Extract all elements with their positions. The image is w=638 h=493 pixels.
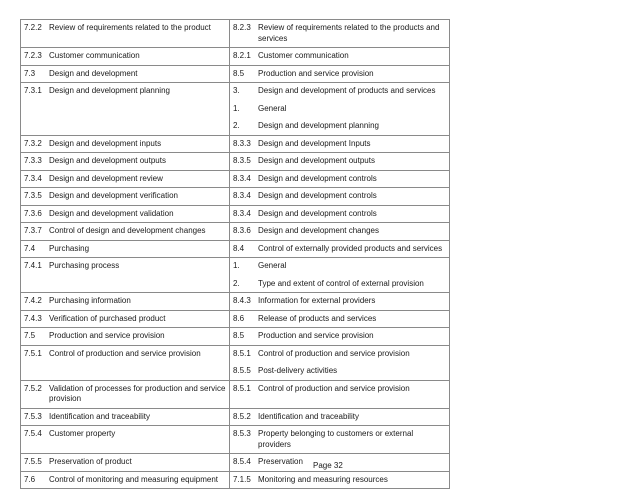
clause-number: 7.3.5 — [24, 191, 42, 200]
clause-entry — [233, 261, 446, 272]
clause-title: Preservation — [258, 457, 303, 466]
old-clause-cell — [21, 408, 230, 426]
clause-title: Design and development planning — [258, 121, 379, 130]
table-row — [21, 454, 450, 472]
clause-title: Monitoring and measuring resources — [258, 474, 388, 484]
clause-entry — [233, 296, 446, 307]
page-number: Page 32 — [313, 461, 343, 470]
clause-title: Design and development — [49, 68, 138, 78]
clause-number: 7.5.4 — [24, 429, 42, 438]
clause-entry — [233, 51, 446, 62]
table-row — [21, 345, 450, 380]
clause-title: Post-delivery activities — [258, 366, 338, 375]
new-clause-cell — [230, 258, 450, 293]
table-row — [21, 258, 450, 293]
clause-number: 8.2.1 — [233, 51, 251, 60]
table-row — [21, 310, 450, 328]
clause-entry — [233, 412, 446, 423]
old-clause-cell — [21, 205, 230, 223]
clause-entry — [233, 384, 446, 395]
clause-title: Design and development outputs — [49, 156, 166, 165]
clause-number: 7.1.5 — [233, 474, 251, 484]
clause-title: Control of externally provided products and services — [258, 243, 443, 253]
clause-title: General — [258, 261, 287, 270]
table-row — [21, 426, 450, 454]
old-clause-cell — [21, 48, 230, 66]
clause-entry — [233, 226, 446, 237]
old-clause-cell — [21, 310, 230, 328]
clause-entry — [233, 86, 446, 97]
new-clause-cell — [230, 170, 450, 188]
table-row — [21, 20, 450, 48]
clause-number: 8.3.4 — [233, 191, 251, 200]
clause-title: Preservation of product — [49, 457, 132, 466]
new-clause-cell — [230, 380, 450, 408]
clause-number: 7.3.7 — [24, 226, 42, 235]
new-clause-cell — [230, 345, 450, 380]
clause-title: Identification and traceability — [258, 411, 359, 421]
clause-number: 7.2.2 — [24, 23, 42, 32]
clause-entry — [233, 331, 446, 342]
clause-title: Verification of purchased product — [49, 313, 166, 323]
old-clause-cell — [21, 188, 230, 206]
new-clause-cell — [230, 328, 450, 346]
old-clause-cell — [21, 328, 230, 346]
new-clause-cell — [230, 240, 450, 258]
clause-entry — [24, 139, 226, 150]
clause-title: Customer communication — [258, 51, 349, 60]
clause-title: Design and development changes — [258, 226, 379, 235]
clause-number: 8.5 — [233, 331, 245, 340]
clause-entry — [24, 296, 226, 307]
old-clause-cell — [21, 135, 230, 153]
new-clause-cell — [230, 48, 450, 66]
clause-title: Design and development verification — [49, 191, 178, 200]
clause-number: 8.3.5 — [233, 156, 251, 165]
table-row — [21, 205, 450, 223]
clause-entry — [24, 69, 226, 80]
clause-title: Production and service provision — [258, 331, 374, 340]
clause-title: Design and development Inputs — [258, 138, 371, 148]
clause-number: 7.5 — [24, 331, 36, 340]
old-clause-cell — [21, 471, 230, 489]
old-clause-cell — [21, 345, 230, 380]
table-row — [21, 153, 450, 171]
clause-number: 8.3.4 — [233, 173, 251, 183]
clause-number: 7.5.3 — [24, 411, 42, 421]
clause-entry — [24, 429, 226, 440]
clause-number: 2. — [233, 121, 240, 130]
clause-entry — [233, 366, 446, 377]
new-clause-cell — [230, 188, 450, 206]
table-row — [21, 380, 450, 408]
table-row — [21, 293, 450, 311]
old-clause-cell — [21, 258, 230, 293]
new-clause-cell — [230, 20, 450, 48]
old-clause-cell — [21, 426, 230, 454]
clause-number: 7.3.6 — [24, 208, 42, 218]
clause-number: 8.5.5 — [233, 366, 251, 375]
clause-number: 8.5.3 — [233, 429, 251, 438]
clause-entry — [233, 209, 446, 220]
clause-entry — [24, 156, 226, 167]
clause-number: 7.3.3 — [24, 156, 42, 165]
clause-title: Review of requirements related to the products and services — [258, 23, 440, 43]
clause-title: Purchasing process — [49, 261, 120, 270]
old-clause-cell — [21, 454, 230, 472]
old-clause-cell — [21, 380, 230, 408]
clause-title: Information for external providers — [258, 296, 376, 305]
clause-title: Release of products and services — [258, 313, 377, 323]
clause-entry — [233, 69, 446, 80]
old-clause-cell — [21, 170, 230, 188]
clause-number: 8.5.1 — [233, 383, 251, 393]
clause-number: 7.6 — [24, 474, 36, 484]
clause-number: 7.4.1 — [24, 261, 42, 270]
clause-title: Design and development planning — [49, 86, 170, 95]
old-clause-cell — [21, 20, 230, 48]
clause-entry — [233, 174, 446, 185]
clause-title: Purchasing information — [49, 296, 131, 305]
new-clause-cell — [230, 65, 450, 83]
clause-entry — [233, 475, 446, 486]
new-clause-cell — [230, 223, 450, 241]
clause-title: Control of production and service provision — [258, 348, 410, 358]
clause-entry — [24, 457, 226, 468]
clause-number: 8.3.4 — [233, 208, 251, 218]
table-body — [21, 20, 450, 489]
clause-title: General — [258, 103, 287, 113]
table-row — [21, 240, 450, 258]
clause-number: 8.5 — [233, 68, 245, 78]
clause-entry — [24, 174, 226, 185]
clause-title: Design and development validation — [49, 208, 174, 218]
clause-entry — [24, 209, 226, 220]
clause-entry — [233, 139, 446, 150]
clause-entry — [233, 279, 446, 290]
new-clause-cell — [230, 205, 450, 223]
old-clause-cell — [21, 83, 230, 136]
clause-entry — [24, 384, 226, 405]
clause-number: 2. — [233, 278, 240, 288]
clause-entry — [24, 412, 226, 423]
clause-number: 8.3.3 — [233, 138, 251, 148]
clause-title: Type and extent of control of external provision — [258, 278, 424, 288]
clause-title: Design and development review — [49, 173, 163, 183]
clause-correspondence-table — [20, 19, 450, 489]
clause-number: 8.5.2 — [233, 411, 251, 421]
clause-number: 7.3.2 — [24, 138, 42, 148]
clause-entry — [233, 104, 446, 115]
clause-title: Control of production and service provision — [49, 348, 201, 358]
new-clause-cell — [230, 471, 450, 489]
clause-number: 7.4.2 — [24, 296, 42, 305]
clause-entry — [24, 51, 226, 62]
new-clause-cell — [230, 83, 450, 136]
new-clause-cell — [230, 293, 450, 311]
clause-entry — [233, 121, 446, 132]
clause-number: 7.3 — [24, 68, 36, 78]
clause-number: 8.6 — [233, 313, 245, 323]
table-row — [21, 65, 450, 83]
clause-title: Design and development controls — [258, 208, 377, 218]
clause-title: Production and service provision — [49, 331, 165, 340]
clause-entry — [233, 349, 446, 360]
clause-number: 3. — [233, 86, 240, 95]
clause-entry — [233, 244, 446, 255]
clause-number: 7.5.2 — [24, 383, 42, 393]
clause-number: 8.5.1 — [233, 348, 251, 358]
table-row — [21, 83, 450, 136]
table-row — [21, 170, 450, 188]
clause-entry — [24, 244, 226, 255]
clause-number: 1. — [233, 103, 240, 113]
new-clause-cell — [230, 153, 450, 171]
clause-entry — [24, 475, 226, 486]
clause-number: 8.3.6 — [233, 226, 251, 235]
table-row — [21, 188, 450, 206]
table-row — [21, 48, 450, 66]
clause-entry — [24, 226, 226, 237]
clause-title: Design and development controls — [258, 191, 377, 200]
old-clause-cell — [21, 223, 230, 241]
table-row — [21, 328, 450, 346]
new-clause-cell — [230, 310, 450, 328]
clause-number: 7.4.3 — [24, 313, 42, 323]
clause-title: Customer communication — [49, 51, 140, 60]
clause-entry — [24, 261, 226, 272]
clause-title: Purchasing — [49, 243, 90, 253]
clause-number: 1. — [233, 261, 240, 270]
clause-number: 7.3.4 — [24, 173, 42, 183]
clause-title: Property belonging to customers or external providers — [258, 429, 414, 449]
clause-entry — [233, 429, 446, 450]
new-clause-cell — [230, 135, 450, 153]
old-clause-cell — [21, 65, 230, 83]
clause-entry — [24, 314, 226, 325]
clause-entry — [24, 349, 226, 360]
clause-entry — [24, 191, 226, 202]
table-row — [21, 223, 450, 241]
table-row — [21, 135, 450, 153]
table-row — [21, 408, 450, 426]
old-clause-cell — [21, 153, 230, 171]
clause-number: 7.5.1 — [24, 348, 42, 358]
clause-number: 7.3.1 — [24, 86, 42, 95]
old-clause-cell — [21, 240, 230, 258]
old-clause-cell — [21, 293, 230, 311]
clause-title: Design and development outputs — [258, 156, 375, 165]
clause-number: 7.5.5 — [24, 457, 42, 466]
clause-title: Control of design and development changes — [49, 226, 206, 235]
clause-title: Customer property — [49, 429, 116, 438]
clause-number: 8.5.4 — [233, 457, 251, 466]
clause-entry — [24, 23, 226, 34]
clause-number: 7.2.3 — [24, 51, 42, 60]
clause-title: Review of requirements related to the product — [49, 23, 211, 32]
new-clause-cell — [230, 426, 450, 454]
clause-entry — [233, 191, 446, 202]
clause-entry — [24, 86, 226, 97]
clause-entry — [233, 23, 446, 44]
clause-entry — [233, 156, 446, 167]
clause-title: Design and development of products and services — [258, 86, 436, 95]
new-clause-cell — [230, 408, 450, 426]
clause-entry — [24, 331, 226, 342]
clause-number: 8.4.3 — [233, 296, 251, 305]
clause-number: 7.4 — [24, 243, 36, 253]
clause-title: Design and development inputs — [49, 138, 162, 148]
clause-title: Identification and traceability — [49, 411, 150, 421]
clause-entry — [233, 314, 446, 325]
clause-title: Control of monitoring and measuring equipment — [49, 474, 218, 484]
clause-title: Design and development controls — [258, 173, 377, 183]
clause-number: 8.2.3 — [233, 23, 251, 32]
table-row — [21, 471, 450, 489]
clause-number: 8.4 — [233, 243, 245, 253]
clause-title: Control of production and service provision — [258, 383, 410, 393]
clause-title: Production and service provision — [258, 68, 374, 78]
clause-title: Validation of processes for production and service provision — [49, 383, 226, 403]
